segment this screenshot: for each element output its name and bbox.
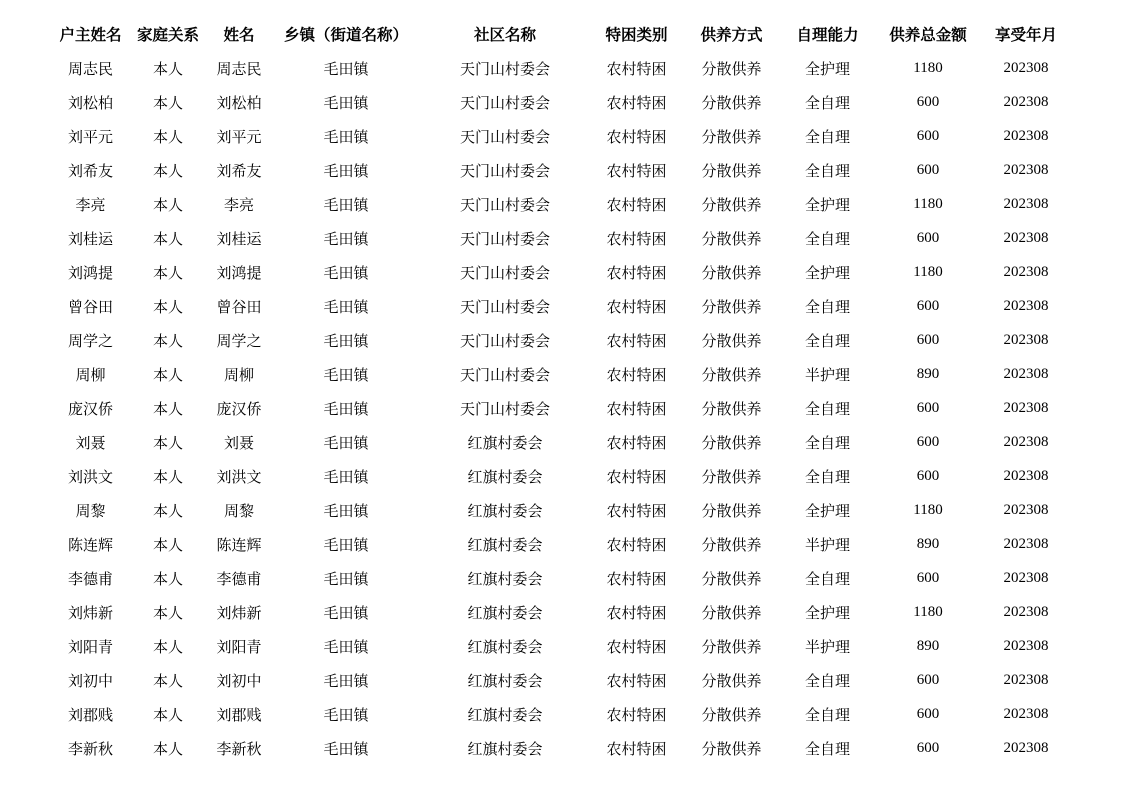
category-cell: 农村特困 xyxy=(606,263,667,282)
relation-cell: 本人 xyxy=(152,433,183,452)
community-cell: 天门山村委会 xyxy=(459,93,550,112)
household-head-cell: 庞汉侨 xyxy=(67,399,113,418)
amount-cell: 890 xyxy=(916,637,940,654)
table-row xyxy=(52,51,1072,85)
support-method-cell: 分散供养 xyxy=(701,671,762,690)
household-head-cell: 刘松柏 xyxy=(67,93,113,112)
household-head-cell: 周学之 xyxy=(67,331,113,350)
name-cell: 庞汉侨 xyxy=(216,399,262,418)
month-cell: 202308 xyxy=(1003,331,1049,348)
self-care-cell: 全护理 xyxy=(804,195,850,214)
self-care-cell: 全自理 xyxy=(804,127,850,146)
community-cell: 红旗村委会 xyxy=(467,637,543,656)
col-household-head: 户主姓名 xyxy=(59,25,122,44)
self-care-cell: 全自理 xyxy=(804,705,850,724)
relation-cell: 本人 xyxy=(152,501,183,520)
household-head-cell: 刘炜新 xyxy=(67,603,113,622)
community-cell: 红旗村委会 xyxy=(467,501,543,520)
support-method-cell: 分散供养 xyxy=(701,501,762,520)
category-cell: 农村特困 xyxy=(606,467,667,486)
category-cell: 农村特困 xyxy=(606,365,667,384)
table-row xyxy=(52,153,1072,187)
community-cell: 红旗村委会 xyxy=(467,603,543,622)
month-cell: 202308 xyxy=(1003,127,1049,144)
table-row xyxy=(52,323,1072,357)
name-cell: 李亮 xyxy=(223,195,254,214)
amount-cell: 600 xyxy=(916,433,940,450)
township-cell: 毛田镇 xyxy=(323,603,369,622)
self-care-cell: 全自理 xyxy=(804,739,850,758)
category-cell: 农村特困 xyxy=(606,569,667,588)
col-support-method: 供养方式 xyxy=(700,25,763,44)
community-cell: 天门山村委会 xyxy=(459,263,550,282)
household-head-cell: 陈连辉 xyxy=(67,535,113,554)
relation-cell: 本人 xyxy=(152,705,183,724)
amount-cell: 600 xyxy=(916,467,940,484)
township-cell: 毛田镇 xyxy=(323,399,369,418)
category-cell: 农村特困 xyxy=(606,671,667,690)
category-cell: 农村特困 xyxy=(606,127,667,146)
roster-sheet xyxy=(52,17,1072,765)
community-cell: 天门山村委会 xyxy=(459,59,550,78)
table-row xyxy=(52,85,1072,119)
household-head-cell: 李新秋 xyxy=(67,739,113,758)
amount-cell: 1180 xyxy=(913,603,943,620)
township-cell: 毛田镇 xyxy=(323,195,369,214)
month-cell: 202308 xyxy=(1003,603,1049,620)
name-cell: 李德甫 xyxy=(216,569,262,588)
category-cell: 农村特困 xyxy=(606,535,667,554)
table-row xyxy=(52,527,1072,561)
self-care-cell: 全自理 xyxy=(804,399,850,418)
col-category: 特困类别 xyxy=(605,25,668,44)
township-cell: 毛田镇 xyxy=(323,127,369,146)
support-method-cell: 分散供养 xyxy=(701,297,762,316)
amount-cell: 1180 xyxy=(913,195,943,212)
community-cell: 天门山村委会 xyxy=(459,195,550,214)
self-care-cell: 全护理 xyxy=(804,603,850,622)
table-header xyxy=(52,17,1072,51)
table-row xyxy=(52,629,1072,663)
table-row xyxy=(52,731,1072,765)
relation-cell: 本人 xyxy=(152,263,183,282)
name-cell: 刘阳青 xyxy=(216,637,262,656)
support-method-cell: 分散供养 xyxy=(701,365,762,384)
category-cell: 农村特困 xyxy=(606,297,667,316)
self-care-cell: 全自理 xyxy=(804,433,850,452)
township-cell: 毛田镇 xyxy=(323,637,369,656)
name-cell: 刘桂运 xyxy=(216,229,262,248)
household-head-cell: 刘鸿提 xyxy=(67,263,113,282)
relation-cell: 本人 xyxy=(152,59,183,78)
township-cell: 毛田镇 xyxy=(323,433,369,452)
category-cell: 农村特困 xyxy=(606,161,667,180)
township-cell: 毛田镇 xyxy=(323,161,369,180)
relation-cell: 本人 xyxy=(152,637,183,656)
self-care-cell: 半护理 xyxy=(804,637,850,656)
name-cell: 刘松柏 xyxy=(216,93,262,112)
name-cell: 周学之 xyxy=(216,331,262,350)
community-cell: 红旗村委会 xyxy=(467,467,543,486)
category-cell: 农村特困 xyxy=(606,229,667,248)
amount-cell: 1180 xyxy=(913,263,943,280)
self-care-cell: 全护理 xyxy=(804,263,850,282)
self-care-cell: 全自理 xyxy=(804,297,850,316)
amount-cell: 1180 xyxy=(913,501,943,518)
self-care-cell: 全护理 xyxy=(804,501,850,520)
township-cell: 毛田镇 xyxy=(323,569,369,588)
township-cell: 毛田镇 xyxy=(323,671,369,690)
relation-cell: 本人 xyxy=(152,467,183,486)
self-care-cell: 全自理 xyxy=(804,331,850,350)
category-cell: 农村特困 xyxy=(606,399,667,418)
self-care-cell: 全自理 xyxy=(804,467,850,486)
support-method-cell: 分散供养 xyxy=(701,399,762,418)
category-cell: 农村特困 xyxy=(606,433,667,452)
month-cell: 202308 xyxy=(1003,297,1049,314)
support-method-cell: 分散供养 xyxy=(701,263,762,282)
community-cell: 天门山村委会 xyxy=(459,161,550,180)
relation-cell: 本人 xyxy=(152,297,183,316)
township-cell: 毛田镇 xyxy=(323,229,369,248)
township-cell: 毛田镇 xyxy=(323,297,369,316)
table-row xyxy=(52,493,1072,527)
household-head-cell: 周志民 xyxy=(67,59,113,78)
relation-cell: 本人 xyxy=(152,535,183,554)
amount-cell: 890 xyxy=(916,365,940,382)
relation-cell: 本人 xyxy=(152,331,183,350)
self-care-cell: 全护理 xyxy=(804,59,850,78)
household-head-cell: 刘阳青 xyxy=(67,637,113,656)
amount-cell: 600 xyxy=(916,739,940,756)
relation-cell: 本人 xyxy=(152,93,183,112)
table-row xyxy=(52,289,1072,323)
col-amount: 供养总金额 xyxy=(889,25,967,44)
table-row xyxy=(52,663,1072,697)
relation-cell: 本人 xyxy=(152,603,183,622)
name-cell: 刘聂 xyxy=(223,433,254,452)
name-cell: 刘鸿提 xyxy=(216,263,262,282)
month-cell: 202308 xyxy=(1003,161,1049,178)
relation-cell: 本人 xyxy=(152,127,183,146)
name-cell: 刘洪文 xyxy=(216,467,262,486)
table-row xyxy=(52,561,1072,595)
month-cell: 202308 xyxy=(1003,535,1049,552)
township-cell: 毛田镇 xyxy=(323,365,369,384)
month-cell: 202308 xyxy=(1003,671,1049,688)
col-self-care: 自理能力 xyxy=(796,25,859,44)
community-cell: 红旗村委会 xyxy=(467,433,543,452)
self-care-cell: 半护理 xyxy=(804,535,850,554)
township-cell: 毛田镇 xyxy=(323,59,369,78)
amount-cell: 600 xyxy=(916,297,940,314)
township-cell: 毛田镇 xyxy=(323,739,369,758)
support-method-cell: 分散供养 xyxy=(701,569,762,588)
category-cell: 农村特困 xyxy=(606,501,667,520)
community-cell: 红旗村委会 xyxy=(467,535,543,554)
amount-cell: 890 xyxy=(916,535,940,552)
month-cell: 202308 xyxy=(1003,501,1049,518)
table-body xyxy=(52,51,1072,765)
support-method-cell: 分散供养 xyxy=(701,161,762,180)
category-cell: 农村特困 xyxy=(606,603,667,622)
community-cell: 天门山村委会 xyxy=(459,365,550,384)
support-method-cell: 分散供养 xyxy=(701,705,762,724)
col-relation: 家庭关系 xyxy=(136,25,199,44)
community-cell: 红旗村委会 xyxy=(467,671,543,690)
name-cell: 李新秋 xyxy=(216,739,262,758)
name-cell: 周志民 xyxy=(216,59,262,78)
community-cell: 天门山村委会 xyxy=(459,297,550,316)
category-cell: 农村特困 xyxy=(606,93,667,112)
relation-cell: 本人 xyxy=(152,671,183,690)
month-cell: 202308 xyxy=(1003,365,1049,382)
household-head-cell: 李亮 xyxy=(75,195,106,214)
name-cell: 刘希友 xyxy=(216,161,262,180)
category-cell: 农村特困 xyxy=(606,195,667,214)
category-cell: 农村特困 xyxy=(606,705,667,724)
table-row xyxy=(52,357,1072,391)
support-method-cell: 分散供养 xyxy=(701,195,762,214)
household-head-cell: 刘希友 xyxy=(67,161,113,180)
name-cell: 周柳 xyxy=(223,365,254,384)
category-cell: 农村特困 xyxy=(606,331,667,350)
amount-cell: 600 xyxy=(916,93,940,110)
month-cell: 202308 xyxy=(1003,399,1049,416)
category-cell: 农村特困 xyxy=(606,739,667,758)
support-method-cell: 分散供养 xyxy=(701,59,762,78)
col-community: 社区名称 xyxy=(473,25,536,44)
table-row xyxy=(52,255,1072,289)
relation-cell: 本人 xyxy=(152,399,183,418)
relation-cell: 本人 xyxy=(152,195,183,214)
household-head-cell: 周黎 xyxy=(75,501,106,520)
col-name: 姓名 xyxy=(223,25,255,44)
table-row xyxy=(52,391,1072,425)
support-method-cell: 分散供养 xyxy=(701,229,762,248)
household-head-cell: 刘平元 xyxy=(67,127,113,146)
col-month: 享受年月 xyxy=(994,25,1057,44)
amount-cell: 600 xyxy=(916,127,940,144)
table-row xyxy=(52,697,1072,731)
name-cell: 刘郡贱 xyxy=(216,705,262,724)
amount-cell: 600 xyxy=(916,331,940,348)
col-township: 乡镇（街道名称） xyxy=(283,25,408,44)
township-cell: 毛田镇 xyxy=(323,501,369,520)
month-cell: 202308 xyxy=(1003,705,1049,722)
month-cell: 202308 xyxy=(1003,59,1049,76)
household-head-cell: 周柳 xyxy=(75,365,106,384)
table-row xyxy=(52,221,1072,255)
household-head-cell: 刘初中 xyxy=(67,671,113,690)
month-cell: 202308 xyxy=(1003,569,1049,586)
name-cell: 刘平元 xyxy=(216,127,262,146)
household-head-cell: 刘聂 xyxy=(75,433,106,452)
month-cell: 202308 xyxy=(1003,93,1049,110)
community-cell: 红旗村委会 xyxy=(467,705,543,724)
category-cell: 农村特困 xyxy=(606,637,667,656)
amount-cell: 1180 xyxy=(913,59,943,76)
support-method-cell: 分散供养 xyxy=(701,467,762,486)
name-cell: 曾谷田 xyxy=(216,297,262,316)
support-roster-table xyxy=(52,17,1072,765)
community-cell: 天门山村委会 xyxy=(459,331,550,350)
household-head-cell: 刘桂运 xyxy=(67,229,113,248)
household-head-cell: 刘郡贱 xyxy=(67,705,113,724)
relation-cell: 本人 xyxy=(152,161,183,180)
community-cell: 红旗村委会 xyxy=(467,569,543,588)
township-cell: 毛田镇 xyxy=(323,535,369,554)
amount-cell: 600 xyxy=(916,399,940,416)
month-cell: 202308 xyxy=(1003,195,1049,212)
township-cell: 毛田镇 xyxy=(323,93,369,112)
relation-cell: 本人 xyxy=(152,739,183,758)
name-cell: 周黎 xyxy=(223,501,254,520)
support-method-cell: 分散供养 xyxy=(701,739,762,758)
month-cell: 202308 xyxy=(1003,739,1049,756)
household-head-cell: 曾谷田 xyxy=(67,297,113,316)
month-cell: 202308 xyxy=(1003,263,1049,280)
household-head-cell: 刘洪文 xyxy=(67,467,113,486)
month-cell: 202308 xyxy=(1003,467,1049,484)
township-cell: 毛田镇 xyxy=(323,467,369,486)
township-cell: 毛田镇 xyxy=(323,263,369,282)
support-method-cell: 分散供养 xyxy=(701,433,762,452)
month-cell: 202308 xyxy=(1003,433,1049,450)
relation-cell: 本人 xyxy=(152,229,183,248)
month-cell: 202308 xyxy=(1003,637,1049,654)
support-method-cell: 分散供养 xyxy=(701,93,762,112)
table-row xyxy=(52,459,1072,493)
amount-cell: 600 xyxy=(916,671,940,688)
amount-cell: 600 xyxy=(916,229,940,246)
category-cell: 农村特困 xyxy=(606,59,667,78)
community-cell: 天门山村委会 xyxy=(459,229,550,248)
self-care-cell: 全自理 xyxy=(804,161,850,180)
community-cell: 天门山村委会 xyxy=(459,127,550,146)
self-care-cell: 半护理 xyxy=(804,365,850,384)
table-row xyxy=(52,187,1072,221)
self-care-cell: 全自理 xyxy=(804,569,850,588)
name-cell: 刘初中 xyxy=(216,671,262,690)
community-cell: 天门山村委会 xyxy=(459,399,550,418)
relation-cell: 本人 xyxy=(152,569,183,588)
table-row xyxy=(52,119,1072,153)
self-care-cell: 全自理 xyxy=(804,93,850,112)
support-method-cell: 分散供养 xyxy=(701,331,762,350)
amount-cell: 600 xyxy=(916,569,940,586)
name-cell: 陈连辉 xyxy=(216,535,262,554)
table-row xyxy=(52,595,1072,629)
amount-cell: 600 xyxy=(916,705,940,722)
self-care-cell: 全自理 xyxy=(804,671,850,690)
household-head-cell: 李德甫 xyxy=(67,569,113,588)
amount-cell: 600 xyxy=(916,161,940,178)
name-cell: 刘炜新 xyxy=(216,603,262,622)
support-method-cell: 分散供养 xyxy=(701,637,762,656)
month-cell: 202308 xyxy=(1003,229,1049,246)
support-method-cell: 分散供养 xyxy=(701,535,762,554)
community-cell: 红旗村委会 xyxy=(467,739,543,758)
support-method-cell: 分散供养 xyxy=(701,603,762,622)
support-method-cell: 分散供养 xyxy=(701,127,762,146)
header-row xyxy=(52,17,1072,51)
township-cell: 毛田镇 xyxy=(323,331,369,350)
relation-cell: 本人 xyxy=(152,365,183,384)
table-row xyxy=(52,425,1072,459)
township-cell: 毛田镇 xyxy=(323,705,369,724)
self-care-cell: 全自理 xyxy=(804,229,850,248)
